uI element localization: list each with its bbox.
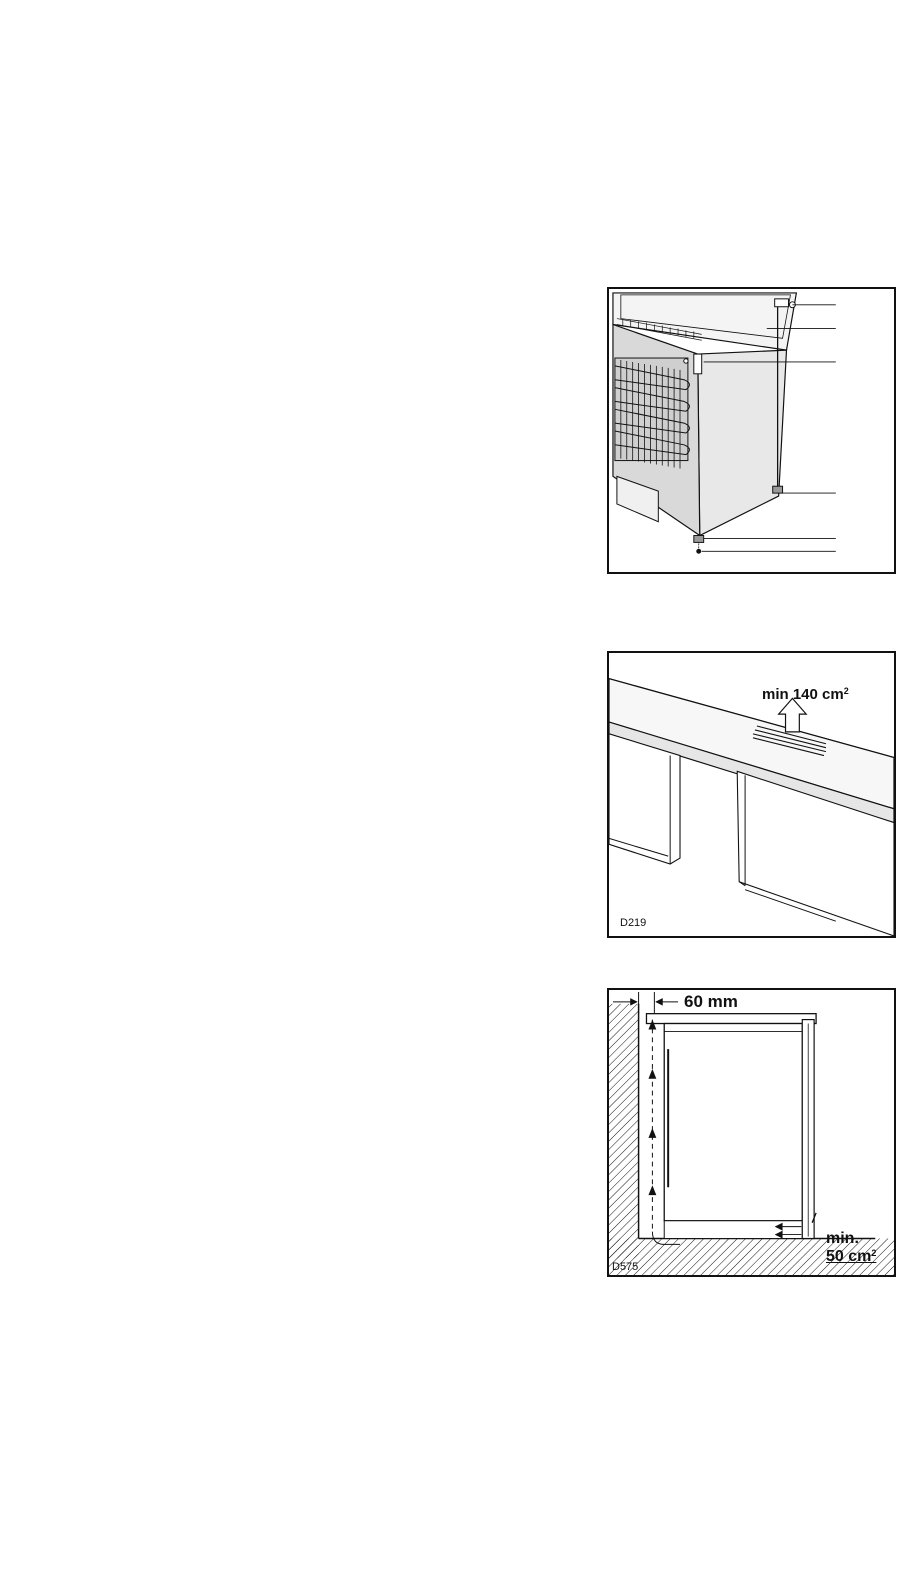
gap-dimension-label: 60 mm xyxy=(684,992,738,1011)
wall-hatch xyxy=(609,1004,639,1258)
airflow-section-figure xyxy=(607,988,896,1277)
appliance-installation-drawing xyxy=(609,289,894,572)
inlet-area-label: 50 $cm^2$ xyxy=(826,1248,877,1265)
worktop-ventilation-drawing xyxy=(609,653,894,936)
min-label: min. xyxy=(826,1230,859,1247)
worktop-ventilation-figure xyxy=(607,651,896,938)
figure-code: D575 xyxy=(612,1261,639,1273)
vent-area-label: min 140 $cm^2$ xyxy=(762,686,849,703)
figure-code: D219 xyxy=(620,917,647,929)
appliance-installation-figure xyxy=(607,287,896,574)
